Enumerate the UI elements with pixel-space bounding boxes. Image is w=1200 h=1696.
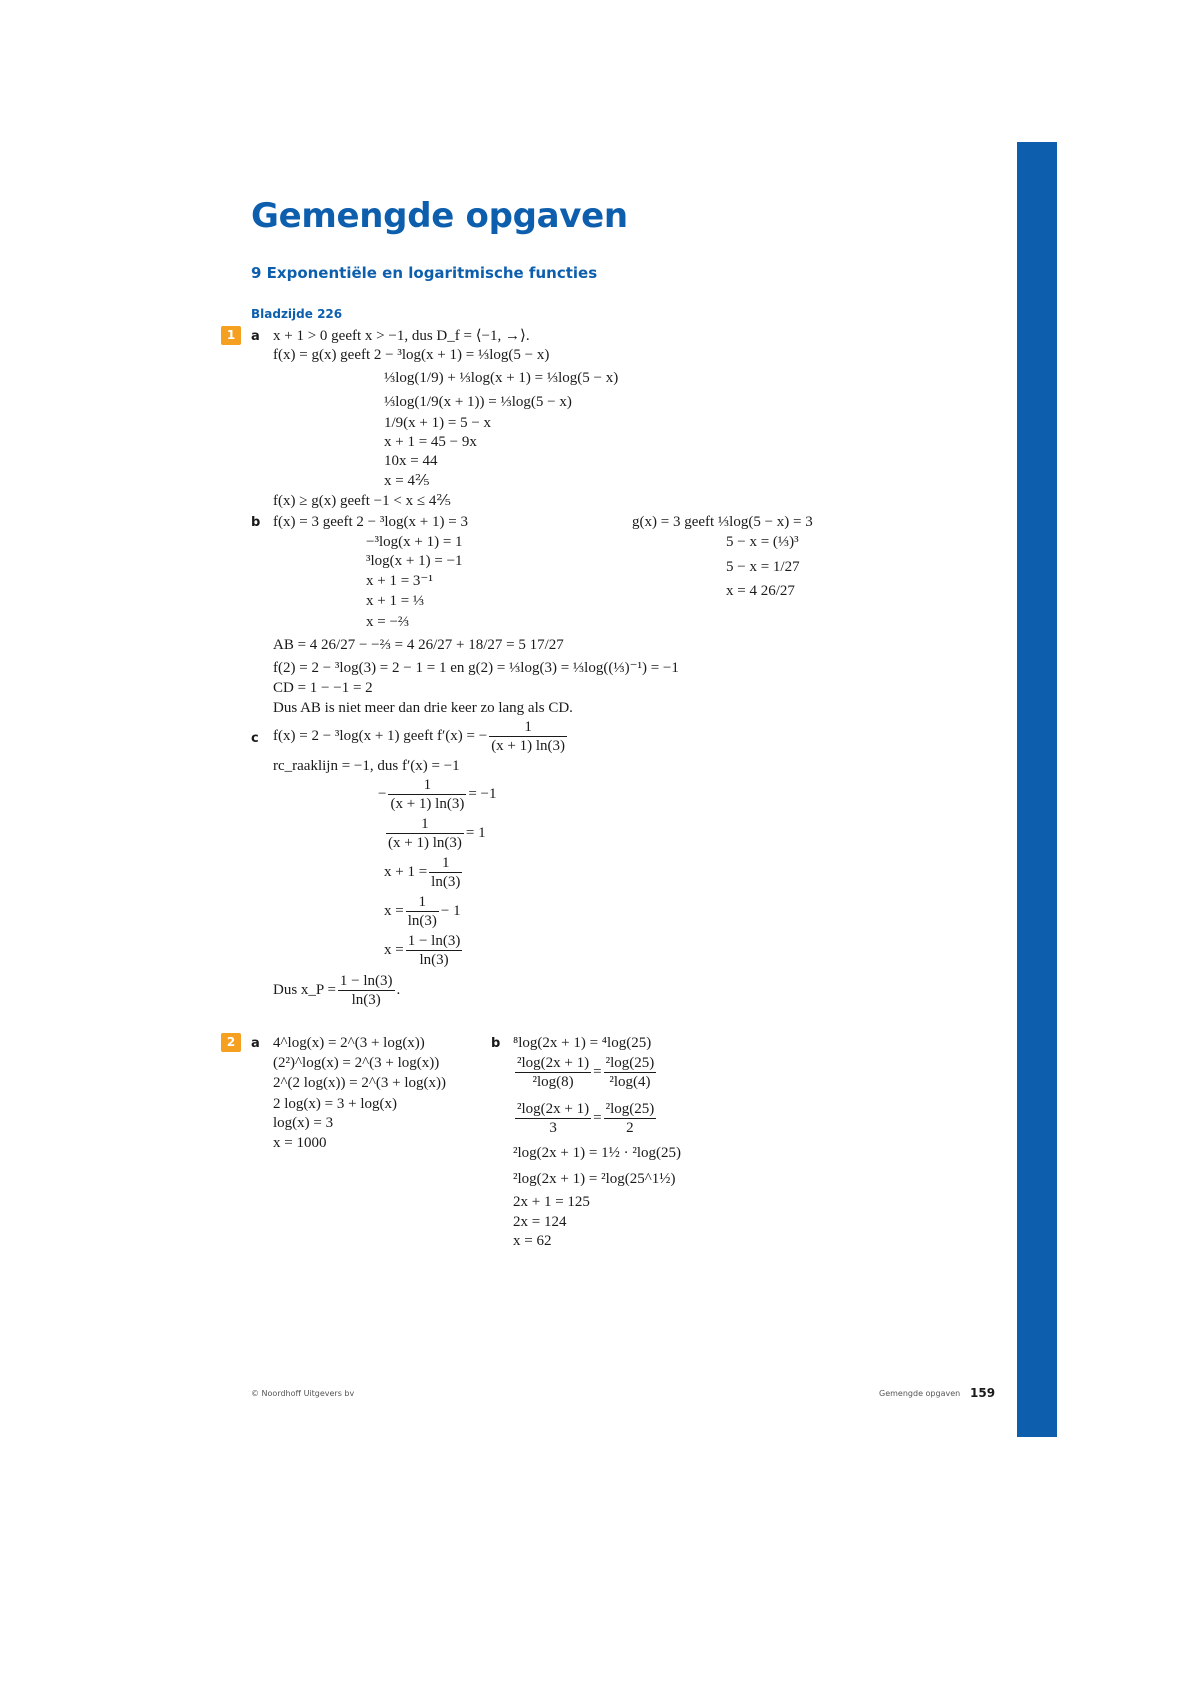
- ex1b-right-line: 5 − x = (⅓)³: [726, 534, 799, 550]
- ex1c-step: x = $\frac{1}{\ln(3)}$ − 1: [384, 894, 461, 929]
- ex1a-line: 1/9(x + 1) = 5 − x: [384, 415, 492, 431]
- ex1b-right-line: x = 4 26/27: [726, 583, 795, 599]
- exercise-1b-label: b: [251, 515, 261, 530]
- ex2a-line: x = 1000: [273, 1135, 327, 1151]
- ex1b-right-line: g(x) = 3 geeft ⅓log(5 − x) = 3: [632, 514, 813, 530]
- ex1b-conclusion-line: AB = 4 26/27 − −⅔ = 4 26/27 + 18/27 = 5 17/27: [273, 637, 564, 653]
- fraction: $\frac{1}{\ln(3)}$: [407, 894, 437, 929]
- exercise-2a-label: a: [251, 1036, 260, 1051]
- ex1c-step: x = $\frac{1 - \ln(3)}{\ln(3)}$: [384, 933, 461, 968]
- ex1a-line: f(x) ≥ g(x) geeft −1 < x ≤ 4⅖: [273, 493, 451, 509]
- page-reference: Bladzijde 226: [251, 307, 343, 321]
- exercise-1c-label: c: [251, 731, 259, 746]
- ex2b-line: ⁸log(2x + 1) = ⁴log(25): [513, 1035, 652, 1051]
- ex1c-tangent-slope: rc_raaklijn = −1, dus f′(x) = −1: [273, 758, 460, 774]
- ex1c-derivative: [273, 718, 569, 755]
- ex1a-line: 10x = 44: [384, 453, 438, 469]
- ex1b-conclusion-line: f(2) = 2 − ³log(3) = 2 − 1 = 1 en g(2) = ⅓log(3) = ⅓log((⅓)⁻¹) = −1: [273, 660, 679, 676]
- exercise-1-badge: 1: [221, 326, 241, 345]
- ex2a-line: 2^(2 log(x)) = 2^(3 + log(x)): [273, 1075, 447, 1091]
- side-color-bar: [1017, 142, 1057, 1437]
- ex2b-fraction-step: $\frac{\text{²log(2x + 1)}}{\text{²log(8)}}$ = $\frac{\text{²log(25)}}{\text{²log(4)}}$: [517, 1055, 655, 1090]
- ex1a-line: ⅓log(1/9) + ⅓log(x + 1) = ⅓log(5 − x): [384, 370, 619, 386]
- chapter-subtitle: 9 Exponentiële en logaritmische functies: [251, 264, 598, 282]
- ex1a-line: ⅓log(1/9(x + 1)) = ⅓log(5 − x): [384, 394, 572, 410]
- ex2a-line: log(x) = 3: [273, 1115, 334, 1131]
- ex2b-line: 2x = 124: [513, 1214, 567, 1230]
- ex1a-line: x + 1 = 45 − 9x: [384, 434, 477, 450]
- fraction: $\frac{\text{²log(25)}}{2}$: [605, 1101, 655, 1136]
- fraction: $\frac{1}{\ln(3)}$: [431, 855, 461, 890]
- exercise-1a-label: a: [251, 329, 260, 344]
- fraction: $\frac{1}{(x + 1) \ln(3)}$: [390, 777, 465, 812]
- ex1b-line: f(x) = 3 geeft 2 − ³log(x + 1) = 3: [273, 514, 468, 530]
- ex1c-step: − $\frac{1}{(x + 1) \ln(3)}$ = −1: [378, 777, 497, 812]
- ex1c-step: $\frac{1}{(x + 1) \ln(3)}$ = 1: [388, 816, 486, 851]
- fraction: $\frac{\text{²log(25)}}{\text{²log(4)}}$: [605, 1055, 655, 1090]
- ex2b-line: ²log(2x + 1) = ²log(25^1½): [513, 1171, 676, 1187]
- page-number: 159: [970, 1386, 996, 1400]
- ex1b-line: ³log(x + 1) = −1: [366, 553, 463, 569]
- page-title: Gemengde opgaven: [251, 196, 628, 236]
- fraction: $\frac{1}{(x + 1) \ln(3)}$: [491, 719, 566, 754]
- ex1a-line: x = 4⅖: [384, 473, 430, 489]
- exercise-2-badge: 2: [221, 1033, 241, 1052]
- ex2b-line: ²log(2x + 1) = 1½ · ²log(25): [513, 1145, 681, 1161]
- ex1b-line: −³log(x + 1) = 1: [366, 534, 463, 550]
- ex1b-conclusion-line: CD = 1 − −1 = 2: [273, 680, 373, 696]
- ex1b-line: x + 1 = 3⁻¹: [366, 573, 433, 589]
- ex1b-conclusion-line: Dus AB is niet meer dan drie keer zo lang als CD.: [273, 700, 573, 716]
- fraction: $\frac{1 - \ln(3)}{\ln(3)}$: [407, 933, 461, 968]
- ex2b-line: x = 62: [513, 1233, 552, 1249]
- fraction: $\frac{\text{²log(2x + 1)}}{3}$: [517, 1101, 590, 1136]
- ex1b-line: x + 1 = ⅓: [366, 593, 425, 609]
- ex1c-derivative-text: f(x) = 2 − ³log(x + 1) geeft f′(x) = −: [273, 727, 488, 744]
- ex1b-line: x = −⅔: [366, 614, 410, 630]
- ex1c-step: x + 1 = $\frac{1}{\ln(3)}$: [384, 855, 461, 890]
- ex2a-line: (2²)^log(x) = 2^(3 + log(x)): [273, 1055, 440, 1071]
- ex2a-line: 4^log(x) = 2^(3 + log(x)): [273, 1035, 425, 1051]
- ex2a-line: 2 log(x) = 3 + log(x): [273, 1096, 397, 1112]
- ex1c-conclusion: Dus x_P = $\frac{1 - \ln(3)}{\ln(3)}$ .: [273, 973, 401, 1008]
- exercise-2b-label: b: [491, 1036, 501, 1051]
- copyright-notice: © Noordhoff Uitgevers bv: [251, 1389, 355, 1398]
- fraction: $\frac{1}{(x + 1) \ln(3)}$: [388, 816, 462, 851]
- ex1a-line: f(x) = g(x) geeft 2 − ³log(x + 1) = ⅓log(5 − x): [273, 347, 550, 363]
- footer-section-title: Gemengde opgaven: [879, 1389, 961, 1398]
- fraction: $\frac{\text{²log(2x + 1)}}{\text{²log(8)}}$: [517, 1055, 590, 1090]
- ex1b-right-line: 5 − x = 1/27: [726, 559, 800, 575]
- ex2b-fraction-step: $\frac{\text{²log(2x + 1)}}{3}$ = $\frac{\text{²log(25)}}{2}$: [517, 1101, 655, 1136]
- ex1a-line: x + 1 > 0 geeft x > −1, dus D_f = ⟨−1, →⟩.: [273, 328, 530, 344]
- fraction: $\frac{1 - \ln(3)}{\ln(3)}$: [339, 973, 393, 1008]
- ex2b-line: 2x + 1 = 125: [513, 1194, 590, 1210]
